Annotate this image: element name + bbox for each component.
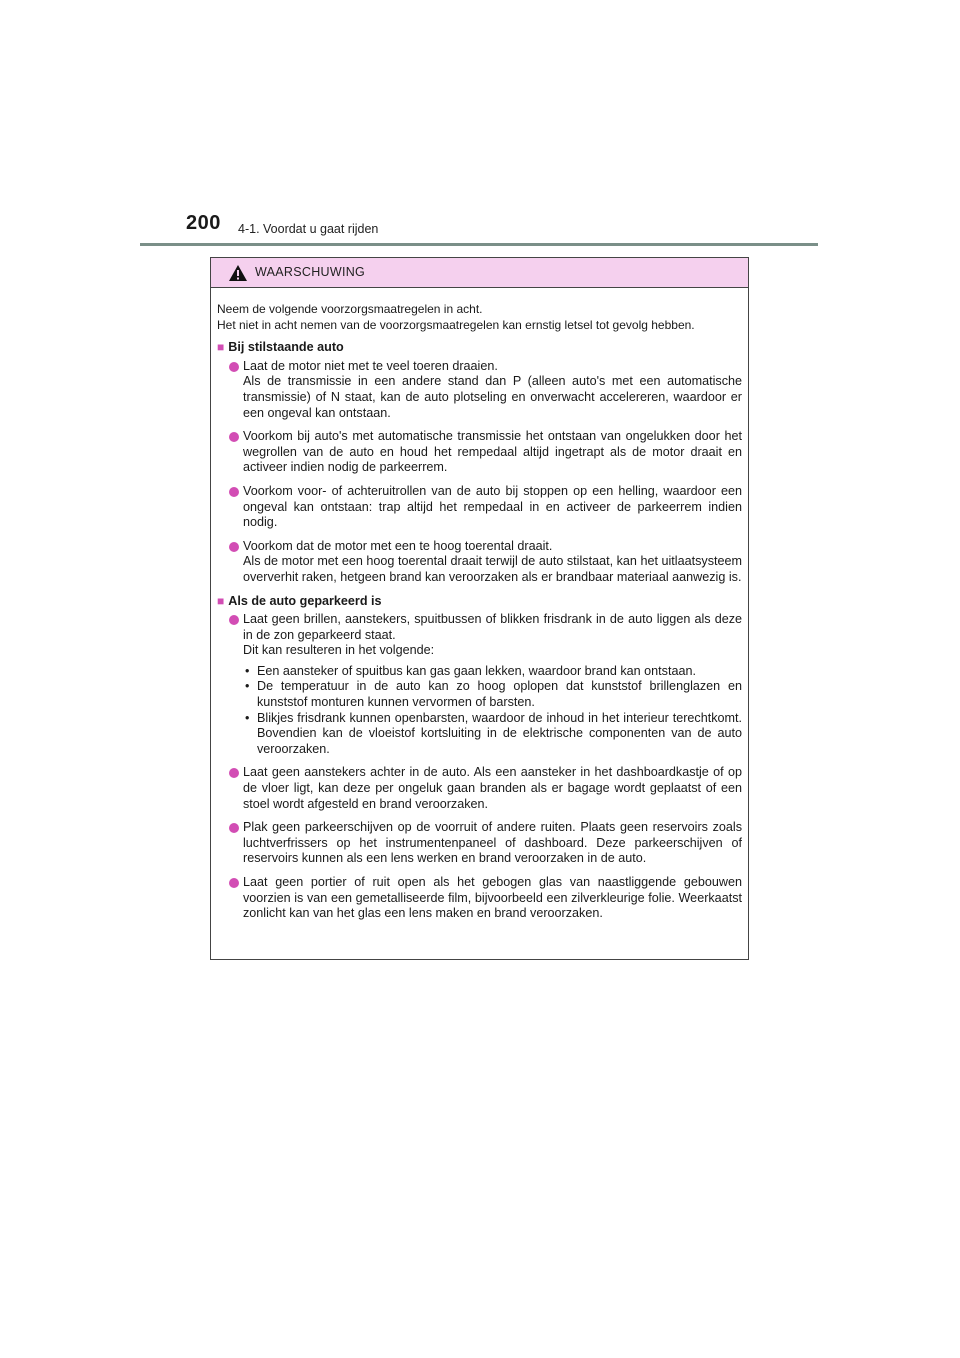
page-number: 200 bbox=[186, 212, 221, 234]
list-item bbox=[229, 484, 742, 531]
list-item bbox=[229, 612, 742, 757]
circle-bullet-icon bbox=[229, 542, 239, 552]
list-item bbox=[229, 359, 742, 421]
item-text: Laat de motor niet met te veel toeren draaien. bbox=[243, 358, 498, 373]
sub-list-item: • Blikjes frisdrank kunnen openbarsten, waardoor de inhoud in het interieur terechtkomt. Bovendien kan de vloeistof kortsluiting in de elektrische componenten van de auto veroorzaken. bbox=[243, 711, 742, 758]
header-rule bbox=[140, 243, 818, 246]
warning-title: WAARSCHUWING bbox=[255, 265, 366, 279]
item-text: Laat geen aanstekers achter in de auto. Als een aansteker in het dashboardkastje of op de vloer ligt, kan deze per ongeluk gaan branden als er bagage wordt geplaatst of een stoel wordt afgesteld en brand veroorzaken. bbox=[243, 765, 742, 811]
circle-bullet-icon bbox=[229, 432, 239, 442]
item-text: Als de transmissie in een andere stand dan P (alleen auto's met een automatische transmissie) of N staat, kan de auto plotseling en onverwacht accelereren, waardoor er een ongeval kan ontstaan. bbox=[243, 374, 742, 420]
warning-box bbox=[210, 257, 749, 960]
list-item bbox=[229, 539, 742, 586]
section-heading-text: Bij stilstaande auto bbox=[228, 340, 344, 355]
item-text: Voorkom voor- of achteruitrollen van de auto bij stoppen op een helling, waardoor een ongeval kan ontstaan: trap altijd het rempedaal in en activeer de parkeerrem indien nodig. bbox=[243, 483, 742, 530]
item-text: Laat geen brillen, aanstekers, spuitbussen of blikken frisdrank in de auto liggen als deze in de zon geparkeerd staat. bbox=[243, 612, 742, 642]
intro-line: Neem de volgende voorzorgsmaatregelen in acht. bbox=[217, 302, 483, 316]
intro-line: Het niet in acht nemen van de voorzorgsmaatregelen kan ernstig letsel tot gevolg hebben. bbox=[217, 317, 695, 332]
item-text: Dit kan resulteren in het volgende: bbox=[243, 643, 435, 658]
section-title: 4-1. Voordat u gaat rijden bbox=[238, 222, 379, 236]
square-bullet-icon: ■ bbox=[217, 340, 225, 355]
circle-bullet-icon bbox=[229, 878, 239, 888]
warning-header bbox=[211, 258, 748, 288]
circle-bullet-icon bbox=[229, 362, 239, 372]
sub-list bbox=[243, 664, 742, 758]
circle-bullet-icon bbox=[229, 615, 239, 625]
warning-content bbox=[211, 288, 748, 922]
item-text: Plak geen parkeerschijven op de voorruit of andere ruiten. Plaats geen reservoirs zoals luchtverfrissers op het instrumentenpaneel of dashboard. Deze parkeerschijven of reservoirs kunnen als een lens werken en brand veroorzaken in de auto. bbox=[243, 820, 742, 866]
item-text: Laat geen portier of ruit open als het gebogen glas van naastliggende gebouwen voorzien is van een gemetalliseerde film, bijvoorbeeld een zilverkleurige folie. Weerkaatst zonlicht kan van het glas een lens maken en brand veroorzaken. bbox=[243, 875, 742, 921]
warning-intro bbox=[217, 302, 742, 333]
circle-bullet-icon bbox=[229, 823, 239, 833]
list-item bbox=[229, 820, 742, 867]
item-text: Als de motor met een hoog toerental draait terwijl de auto stilstaat, kan het uitlaatsysteem oververhit raken, hetgeen brand kan veroorzaken als er brandbaar materiaal aanwezig is. bbox=[243, 554, 742, 584]
list-item bbox=[229, 429, 742, 476]
circle-bullet-icon bbox=[229, 487, 239, 497]
section-heading-text: Als de auto geparkeerd is bbox=[228, 593, 382, 608]
section-heading bbox=[217, 340, 742, 356]
list-item bbox=[229, 765, 742, 812]
item-text: Voorkom bij auto's met automatische transmissie het ontstaan van ongelukken door het wegrollen van de auto en houd het rempedaal altijd ingetrapt als de motor draait en activeer indien nodig de parkeerrem. bbox=[243, 429, 742, 475]
item-text: Voorkom dat de motor met een te hoog toerental draait. bbox=[243, 538, 553, 553]
circle-bullet-icon bbox=[229, 768, 239, 778]
list-item bbox=[229, 875, 742, 922]
sub-list-item: • De temperatuur in de auto kan zo hoog oplopen dat kunststof brillenglazen en kunststof monturen kunnen vervormen of barsten. bbox=[243, 679, 742, 710]
square-bullet-icon: ■ bbox=[217, 593, 225, 608]
section-heading bbox=[217, 594, 742, 610]
warning-triangle-icon bbox=[228, 264, 248, 282]
sub-list-item: • Een aansteker of spuitbus kan gas gaan lekken, waardoor brand kan ontstaan. bbox=[243, 664, 742, 680]
